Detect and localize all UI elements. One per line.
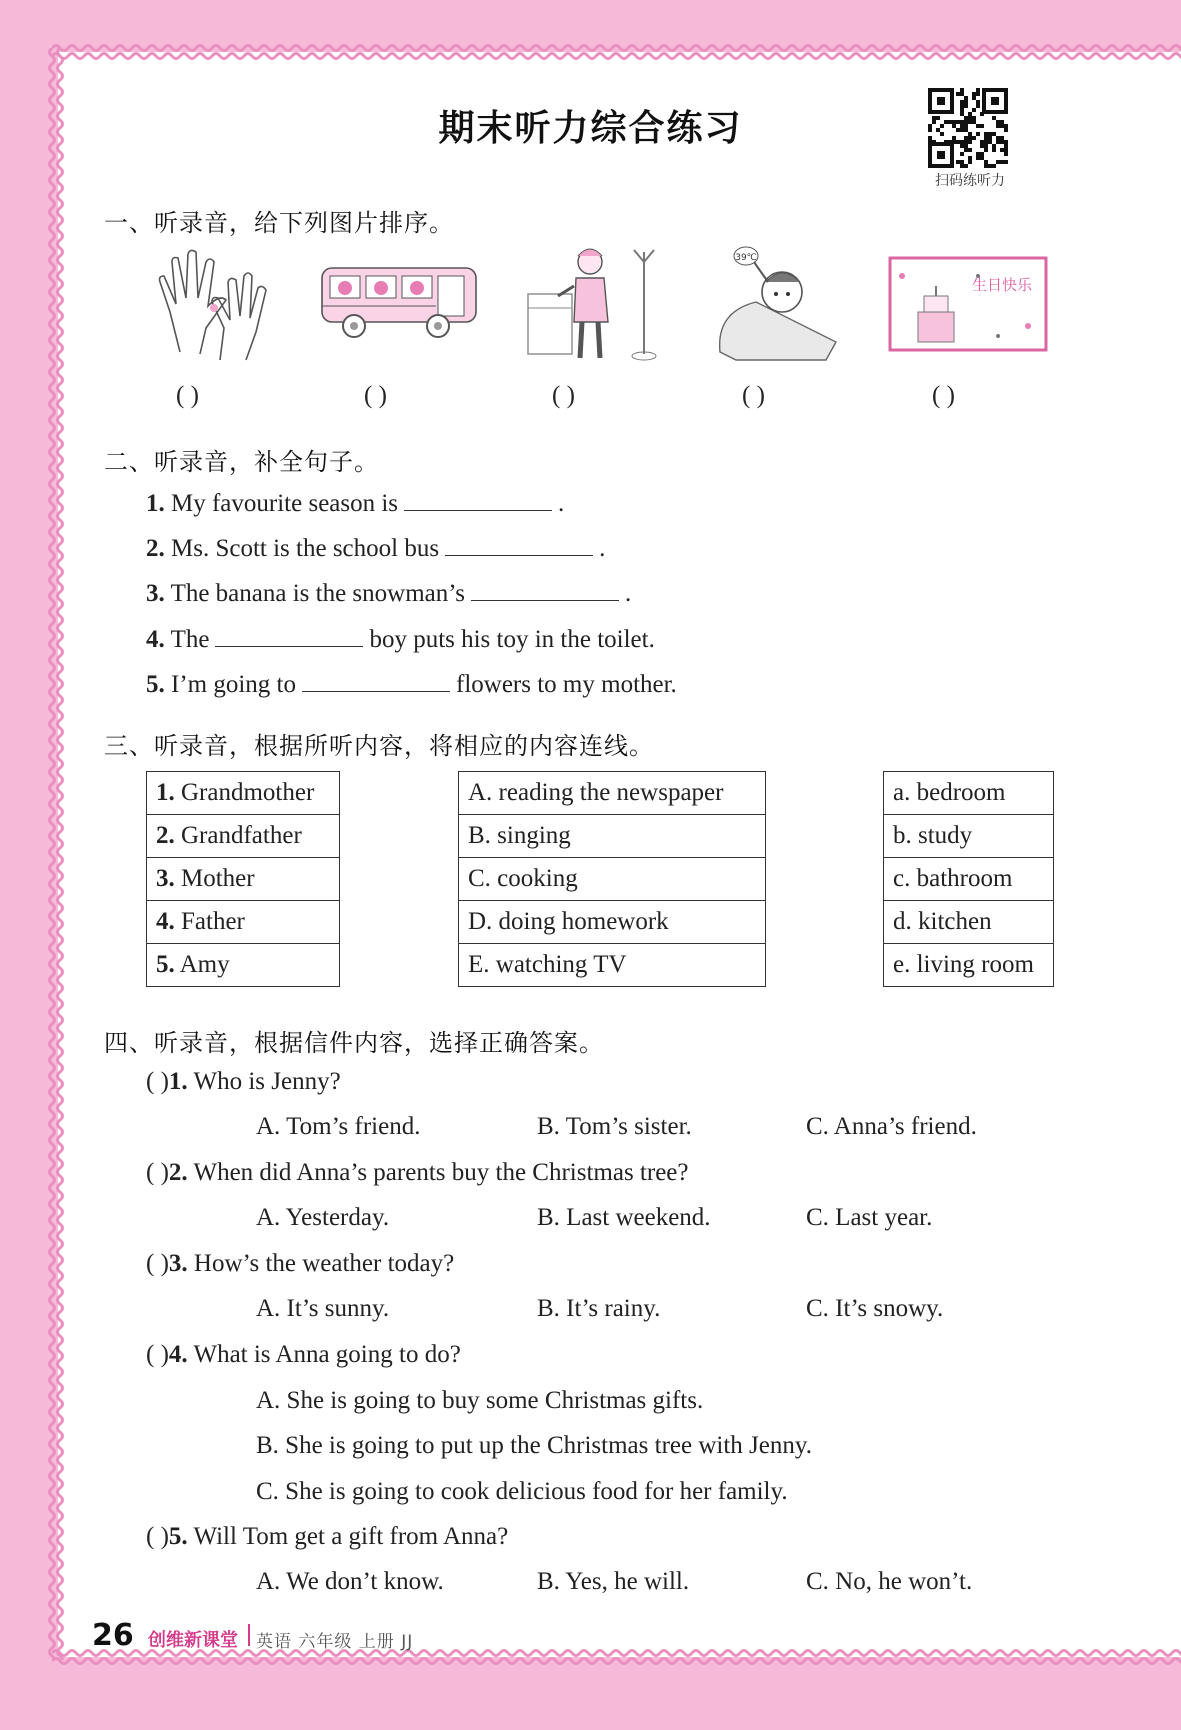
wavy-border-top [52,40,1181,64]
answer-paren[interactable]: ( ) [146,1159,169,1186]
order-blank-5[interactable]: ( ) [932,382,955,409]
q2-option-a[interactable]: A. Yesterday. [256,1204,390,1231]
answer-paren[interactable]: ( ) [146,1250,169,1277]
rooms-table [883,771,1054,987]
activity-cell[interactable]: A. reading the newspaper [459,772,766,815]
q4-option-a[interactable]: A. She is going to buy some Christmas gifts. [256,1387,704,1414]
q3-option-c[interactable]: C. It’s snowy. [806,1295,944,1322]
fill-blank-4[interactable] [215,624,363,647]
q1-option-a[interactable]: A. Tom’s friend. [256,1113,421,1140]
person-cell[interactable]: 5. Amy [147,944,340,987]
room-cell[interactable]: b. study [884,815,1054,858]
room-cell[interactable]: a. bedroom [884,772,1054,815]
q5-option-c[interactable]: C. No, he won’t. [806,1568,973,1595]
hands-waving-icon [150,242,270,362]
birthday-card-icon [888,256,1048,352]
person-cell[interactable]: 4. Father [147,901,340,944]
fill-blank-5[interactable] [302,669,450,692]
room-cell[interactable]: e. living room [884,944,1054,987]
activity-cell[interactable]: D. doing homework [459,901,766,944]
section2-heading: 二、听录音，补全句子。 [104,448,379,476]
fill-blank-2[interactable] [445,533,593,556]
section4-heading: 四、听录音，根据信件内容，选择正确答案。 [104,1029,604,1057]
q1-option-c[interactable]: C. Anna’s friend. [806,1113,977,1140]
answer-paren[interactable]: ( ) [146,1068,169,1095]
q1-option-b[interactable]: B. Tom’s sister. [537,1113,692,1140]
school-bus-icon [318,262,482,340]
order-blank-1[interactable]: ( ) [176,382,199,409]
sentence-5: 5. I’m going to flowers to my mother. [146,671,677,698]
question-2: ( )2. When did Anna’s parents buy the Christmas tree? [146,1159,689,1186]
wavy-border-left [44,48,68,1660]
room-cell[interactable]: c. bathroom [884,858,1054,901]
order-blank-2[interactable]: ( ) [364,382,387,409]
q2-option-b[interactable]: B. Last weekend. [537,1204,711,1231]
sentence-3: 3. The banana is the snowman’s . [146,580,632,607]
fill-blank-1[interactable] [404,488,552,511]
person-coat-rack-icon [524,242,664,364]
sentence-2: 2. Ms. Scott is the school bus . [146,535,606,562]
activity-cell[interactable]: B. singing [459,815,766,858]
q3-option-a[interactable]: A. It’s sunny. [256,1295,390,1322]
activities-table [458,771,766,987]
person-cell[interactable]: 3. Mother [147,858,340,901]
question-1: ( )1. Who is Jenny? [146,1068,341,1095]
activity-cell[interactable]: E. watching TV [459,944,766,987]
answer-paren[interactable]: ( ) [146,1341,169,1368]
q5-option-b[interactable]: B. Yes, he will. [537,1568,690,1595]
q2-option-c[interactable]: C. Last year. [806,1204,933,1231]
order-blank-3[interactable]: ( ) [552,382,575,409]
card-text: 生日快乐 [971,276,1033,294]
question-5: ( )5. Will Tom get a gift from Anna? [146,1523,509,1550]
q3-option-b[interactable]: B. It’s rainy. [537,1295,661,1322]
room-cell[interactable]: d. kitchen [884,901,1054,944]
footer-divider [248,1624,250,1646]
question-3: ( )3. How’s the weather today? [146,1250,455,1277]
page-title: 期末听力综合练习 [438,108,743,149]
person-cell[interactable]: 2. Grandfather [147,815,340,858]
thermometer-text: 39℃ [735,253,757,263]
people-table [146,771,340,987]
answer-paren[interactable]: ( ) [146,1523,169,1550]
q5-option-a[interactable]: A. We don’t know. [256,1568,444,1595]
question-4: ( )4. What is Anna going to do? [146,1341,461,1368]
section1-heading: 一、听录音，给下列图片排序。 [104,209,454,237]
sentence-4: 4. The boy puts his toy in the toilet. [146,626,655,653]
order-blank-4[interactable]: ( ) [742,382,765,409]
sentence-1: 1. My favourite season is . [146,490,565,517]
q4-option-c[interactable]: C. She is going to cook delicious food for her family. [256,1478,788,1505]
page-number: 26 [92,1618,134,1653]
qr-label: 扫码练听力 [935,173,1005,189]
q4-option-b[interactable]: B. She is going to put up the Christmas tree with Jenny. [256,1432,812,1459]
activity-cell[interactable]: C. cooking [459,858,766,901]
fill-blank-3[interactable] [471,578,619,601]
book-info: 英语 六年级 上册 JJ [256,1632,414,1652]
qr-code-icon[interactable] [928,88,1008,168]
sick-child-in-bed-icon [716,242,840,362]
section3-heading: 三、听录音，根据所听内容，将相应的内容连线。 [104,732,654,760]
brand-name: 创维新课堂 [148,1630,238,1651]
person-cell[interactable]: 1. Grandmother [147,772,340,815]
